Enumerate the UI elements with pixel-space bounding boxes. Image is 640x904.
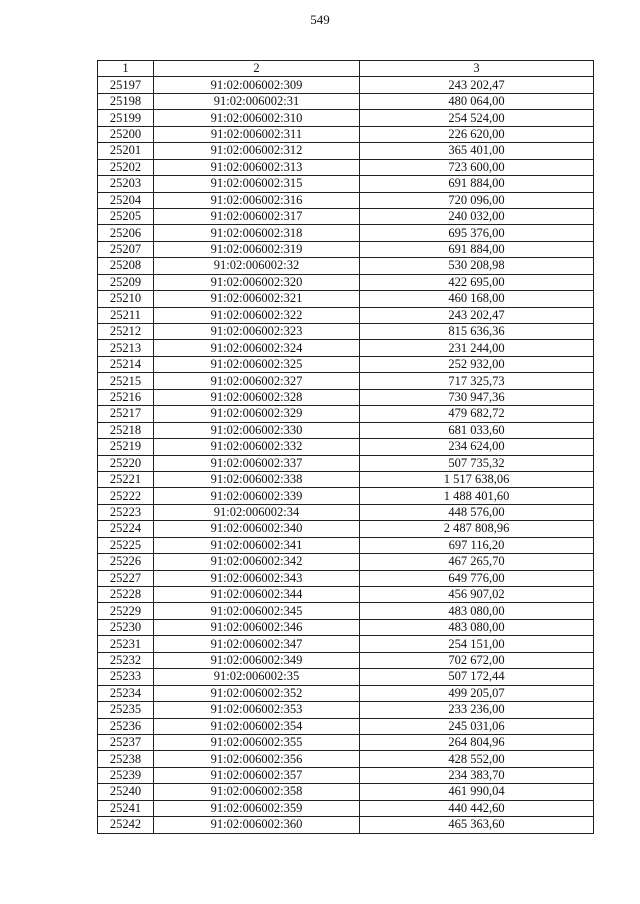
value-cell: 483 080,00 [360,603,594,619]
table-row [98,751,594,767]
cadastral-number-cell: 91:02:006002:341 [154,537,360,553]
cadastral-number-cell: 91:02:006002:353 [154,702,360,718]
table-body [98,77,594,833]
row-number-cell: 25236 [98,718,154,734]
cadastral-number-cell: 91:02:006002:359 [154,800,360,816]
value-cell: 691 884,00 [360,241,594,257]
table-row [98,307,594,323]
row-number-cell: 25229 [98,603,154,619]
table-row [98,406,594,422]
value-cell: 465 363,60 [360,817,594,833]
table-row [98,225,594,241]
table-row [98,587,594,603]
row-number-cell: 25217 [98,406,154,422]
cadastral-number-cell: 91:02:006002:323 [154,324,360,340]
row-number-cell: 25228 [98,587,154,603]
cadastral-number-cell: 91:02:006002:32 [154,258,360,274]
row-number-cell: 25210 [98,291,154,307]
value-cell: 480 064,00 [360,93,594,109]
row-number-cell: 25202 [98,159,154,175]
header-column-3: 3 [360,61,594,77]
header-column-1: 1 [98,61,154,77]
table-row [98,784,594,800]
row-number-cell: 25204 [98,192,154,208]
table-row [98,537,594,553]
value-cell: 479 682,72 [360,406,594,422]
row-number-cell: 25231 [98,636,154,652]
table-row [98,471,594,487]
value-cell: 243 202,47 [360,77,594,93]
row-number-cell: 25242 [98,817,154,833]
cadastral-number-cell: 91:02:006002:338 [154,471,360,487]
table-row [98,718,594,734]
table-row [98,800,594,816]
value-cell: 461 990,04 [360,784,594,800]
value-cell: 365 401,00 [360,143,594,159]
value-cell: 2 487 808,96 [360,521,594,537]
cadastral-number-cell: 91:02:006002:327 [154,373,360,389]
row-number-cell: 25206 [98,225,154,241]
value-cell: 467 265,70 [360,554,594,570]
cadastral-number-cell: 91:02:006002:319 [154,241,360,257]
row-number-cell: 25205 [98,208,154,224]
table-row [98,570,594,586]
cadastral-number-cell: 91:02:006002:311 [154,126,360,142]
table-row [98,603,594,619]
value-cell: 226 620,00 [360,126,594,142]
table-row [98,159,594,175]
value-cell: 254 524,00 [360,110,594,126]
value-cell: 483 080,00 [360,619,594,635]
value-cell: 243 202,47 [360,307,594,323]
value-cell: 233 236,00 [360,702,594,718]
table-row [98,817,594,833]
header-column-2: 2 [154,61,360,77]
row-number-cell: 25239 [98,767,154,783]
table-row [98,439,594,455]
cadastral-number-cell: 91:02:006002:324 [154,340,360,356]
value-cell: 723 600,00 [360,159,594,175]
row-number-cell: 25222 [98,488,154,504]
cadastral-number-cell: 91:02:006002:328 [154,389,360,405]
row-number-cell: 25215 [98,373,154,389]
cadastral-number-cell: 91:02:006002:322 [154,307,360,323]
table-row [98,176,594,192]
row-number-cell: 25219 [98,439,154,455]
cadastral-number-cell: 91:02:006002:347 [154,636,360,652]
row-number-cell: 25232 [98,652,154,668]
table-row [98,767,594,783]
table-row [98,669,594,685]
table-row [98,143,594,159]
table-row [98,373,594,389]
cadastral-number-cell: 91:02:006002:344 [154,587,360,603]
row-number-cell: 25241 [98,800,154,816]
row-number-cell: 25203 [98,176,154,192]
table-row [98,652,594,668]
cadastral-number-cell: 91:02:006002:343 [154,570,360,586]
value-cell: 456 907,02 [360,587,594,603]
table-row [98,324,594,340]
row-number-cell: 25237 [98,734,154,750]
cadastral-number-cell: 91:02:006002:337 [154,455,360,471]
row-number-cell: 25197 [98,77,154,93]
value-cell: 254 151,00 [360,636,594,652]
cadastral-number-cell: 91:02:006002:310 [154,110,360,126]
table-row [98,488,594,504]
cadastral-number-cell: 91:02:006002:318 [154,225,360,241]
table-row [98,685,594,701]
cadastral-number-cell: 91:02:006002:325 [154,356,360,372]
table-row [98,208,594,224]
cadastral-number-cell: 91:02:006002:339 [154,488,360,504]
value-cell: 530 208,98 [360,258,594,274]
value-cell: 695 376,00 [360,225,594,241]
value-cell: 231 244,00 [360,340,594,356]
value-cell: 691 884,00 [360,176,594,192]
cadastral-number-cell: 91:02:006002:317 [154,208,360,224]
value-cell: 697 116,20 [360,537,594,553]
value-cell: 1 517 638,06 [360,471,594,487]
value-cell: 681 033,60 [360,422,594,438]
row-number-cell: 25220 [98,455,154,471]
row-number-cell: 25209 [98,274,154,290]
value-cell: 440 442,60 [360,800,594,816]
value-cell: 264 804,96 [360,734,594,750]
table-row [98,274,594,290]
value-cell: 507 172,44 [360,669,594,685]
cadastral-number-cell: 91:02:006002:345 [154,603,360,619]
row-number-cell: 25233 [98,669,154,685]
cadastral-number-cell: 91:02:006002:346 [154,619,360,635]
row-number-cell: 25227 [98,570,154,586]
cadastral-number-cell: 91:02:006002:316 [154,192,360,208]
row-number-cell: 25208 [98,258,154,274]
table-header-row [98,61,594,77]
table-row [98,389,594,405]
value-cell: 428 552,00 [360,751,594,767]
cadastral-number-cell: 91:02:006002:321 [154,291,360,307]
table-row [98,110,594,126]
value-cell: 702 672,00 [360,652,594,668]
cadastral-number-cell: 91:02:006002:31 [154,93,360,109]
table-row [98,93,594,109]
value-cell: 234 624,00 [360,439,594,455]
row-number-cell: 25207 [98,241,154,257]
row-number-cell: 25230 [98,619,154,635]
row-number-cell: 25211 [98,307,154,323]
value-cell: 422 695,00 [360,274,594,290]
value-cell: 649 776,00 [360,570,594,586]
page-number: 549 [310,12,330,27]
cadastral-value-table [97,60,594,834]
cadastral-number-cell: 91:02:006002:332 [154,439,360,455]
table-row [98,734,594,750]
table-row [98,258,594,274]
cadastral-number-cell: 91:02:006002:358 [154,784,360,800]
value-cell: 460 168,00 [360,291,594,307]
row-number-cell: 25214 [98,356,154,372]
cadastral-number-cell: 91:02:006002:320 [154,274,360,290]
row-number-cell: 25234 [98,685,154,701]
table-row [98,455,594,471]
row-number-cell: 25201 [98,143,154,159]
row-number-cell: 25235 [98,702,154,718]
value-cell: 507 735,32 [360,455,594,471]
table-row [98,422,594,438]
value-cell: 499 205,07 [360,685,594,701]
cadastral-number-cell: 91:02:006002:352 [154,685,360,701]
cadastral-number-cell: 91:02:006002:35 [154,669,360,685]
cadastral-number-cell: 91:02:006002:313 [154,159,360,175]
row-number-cell: 25212 [98,324,154,340]
table-row [98,340,594,356]
value-cell: 245 031,06 [360,718,594,734]
table-row [98,504,594,520]
table-row [98,192,594,208]
row-number-cell: 25200 [98,126,154,142]
cadastral-number-cell: 91:02:006002:329 [154,406,360,422]
cadastral-number-cell: 91:02:006002:354 [154,718,360,734]
cadastral-number-cell: 91:02:006002:34 [154,504,360,520]
value-cell: 240 032,00 [360,208,594,224]
row-number-cell: 25221 [98,471,154,487]
value-cell: 815 636,36 [360,324,594,340]
table-row [98,356,594,372]
row-number-cell: 25240 [98,784,154,800]
cadastral-number-cell: 91:02:006002:340 [154,521,360,537]
table-row [98,702,594,718]
table-row [98,241,594,257]
value-cell: 720 096,00 [360,192,594,208]
row-number-cell: 25226 [98,554,154,570]
cadastral-number-cell: 91:02:006002:356 [154,751,360,767]
cadastral-number-cell: 91:02:006002:357 [154,767,360,783]
cadastral-number-cell: 91:02:006002:349 [154,652,360,668]
row-number-cell: 25223 [98,504,154,520]
row-number-cell: 25198 [98,93,154,109]
value-cell: 252 932,00 [360,356,594,372]
cadastral-number-cell: 91:02:006002:355 [154,734,360,750]
value-cell: 1 488 401,60 [360,488,594,504]
table-row [98,554,594,570]
table-row [98,521,594,537]
value-cell: 730 947,36 [360,389,594,405]
cadastral-number-cell: 91:02:006002:342 [154,554,360,570]
row-number-cell: 25238 [98,751,154,767]
cadastral-number-cell: 91:02:006002:309 [154,77,360,93]
table-row [98,636,594,652]
value-cell: 234 383,70 [360,767,594,783]
table-row [98,619,594,635]
cadastral-number-cell: 91:02:006002:330 [154,422,360,438]
row-number-cell: 25199 [98,110,154,126]
table-row [98,126,594,142]
table-row [98,291,594,307]
row-number-cell: 25213 [98,340,154,356]
row-number-cell: 25218 [98,422,154,438]
cadastral-number-cell: 91:02:006002:315 [154,176,360,192]
value-cell: 717 325,73 [360,373,594,389]
row-number-cell: 25224 [98,521,154,537]
row-number-cell: 25216 [98,389,154,405]
table-row [98,77,594,93]
cadastral-number-cell: 91:02:006002:360 [154,817,360,833]
row-number-cell: 25225 [98,537,154,553]
cadastral-number-cell: 91:02:006002:312 [154,143,360,159]
value-cell: 448 576,00 [360,504,594,520]
